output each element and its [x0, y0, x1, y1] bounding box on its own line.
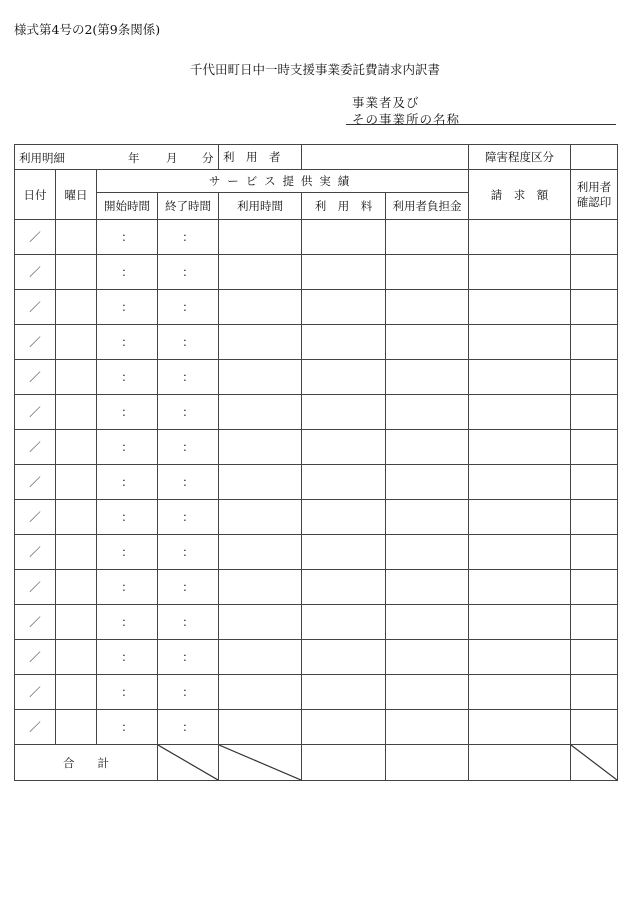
- user-burden-cell[interactable]: [386, 325, 469, 360]
- user-burden-cell[interactable]: [386, 360, 469, 395]
- total-user-burden-cell[interactable]: [386, 745, 469, 781]
- usage-time-cell[interactable]: [219, 675, 302, 710]
- user-confirmation-cell[interactable]: [571, 640, 618, 675]
- table-row: [15, 710, 618, 745]
- date-cell[interactable]: ／: [15, 430, 56, 465]
- end-time-cell[interactable]: ：: [158, 255, 219, 290]
- provider-underline: [346, 124, 616, 125]
- weekday-cell[interactable]: [56, 535, 97, 570]
- billing-detail-table: [14, 144, 618, 781]
- portion-label: 分: [202, 151, 214, 165]
- start-time-cell[interactable]: ：: [97, 255, 158, 290]
- usage-time-cell[interactable]: [219, 710, 302, 745]
- weekday-cell[interactable]: [56, 220, 97, 255]
- start-time-cell[interactable]: ：: [97, 605, 158, 640]
- user-burden-cell[interactable]: [386, 255, 469, 290]
- total-confirmation-cell: [571, 745, 618, 781]
- billing-amount-cell[interactable]: [469, 675, 571, 710]
- billing-amount-cell[interactable]: [469, 430, 571, 465]
- billing-amount-cell[interactable]: [469, 395, 571, 430]
- start-time-cell[interactable]: ：: [97, 360, 158, 395]
- usage-time-cell[interactable]: [219, 395, 302, 430]
- user-confirmation-cell[interactable]: [571, 500, 618, 535]
- weekday-cell[interactable]: [56, 640, 97, 675]
- provider-label-line1: 事業者及び: [352, 95, 420, 110]
- weekday-cell[interactable]: [56, 570, 97, 605]
- user-name-field[interactable]: [302, 145, 469, 170]
- billing-amount-cell[interactable]: [469, 535, 571, 570]
- usage-fee-cell[interactable]: [302, 220, 386, 255]
- usage-time-cell[interactable]: [219, 430, 302, 465]
- col-header-date: 日付: [15, 170, 56, 220]
- billing-amount-cell[interactable]: [469, 360, 571, 395]
- col-header-usage-time: 利用時間: [219, 193, 302, 220]
- total-end-time-cell: [158, 745, 219, 781]
- usage-time-cell[interactable]: [219, 255, 302, 290]
- user-burden-cell[interactable]: [386, 430, 469, 465]
- usage-fee-cell[interactable]: [302, 395, 386, 430]
- usage-time-cell[interactable]: [219, 640, 302, 675]
- user-confirmation-cell[interactable]: [571, 570, 618, 605]
- user-confirmation-cell[interactable]: [571, 360, 618, 395]
- usage-time-cell[interactable]: [219, 465, 302, 500]
- end-time-cell[interactable]: ：: [158, 535, 219, 570]
- total-billing-amount-cell[interactable]: [469, 745, 571, 781]
- weekday-cell[interactable]: [56, 430, 97, 465]
- col-header-weekday: 曜日: [56, 170, 97, 220]
- end-time-cell[interactable]: ：: [158, 220, 219, 255]
- start-time-cell[interactable]: ：: [97, 535, 158, 570]
- usage-time-cell[interactable]: [219, 360, 302, 395]
- usage-fee-cell[interactable]: [302, 710, 386, 745]
- end-time-cell[interactable]: ：: [158, 395, 219, 430]
- date-cell[interactable]: ／: [15, 465, 56, 500]
- end-time-cell[interactable]: ：: [158, 605, 219, 640]
- start-time-cell[interactable]: ：: [97, 570, 158, 605]
- usage-time-cell[interactable]: [219, 535, 302, 570]
- start-time-cell[interactable]: ：: [97, 465, 158, 500]
- table-row: [15, 675, 618, 710]
- usage-fee-cell[interactable]: [302, 430, 386, 465]
- end-time-cell[interactable]: ：: [158, 430, 219, 465]
- end-time-cell[interactable]: ：: [158, 360, 219, 395]
- start-time-cell[interactable]: ：: [97, 500, 158, 535]
- start-time-cell[interactable]: ：: [97, 430, 158, 465]
- user-burden-cell[interactable]: [386, 500, 469, 535]
- diagonal-strike: [571, 745, 617, 780]
- billing-amount-cell[interactable]: [469, 570, 571, 605]
- weekday-cell[interactable]: [56, 500, 97, 535]
- usage-fee-cell[interactable]: [302, 640, 386, 675]
- col-header-service-record: サービス提供実績: [97, 170, 469, 193]
- disability-level-label: 障害程度区分: [469, 145, 571, 170]
- form-number: 様式第4号の2(第9条関係): [14, 22, 161, 37]
- date-cell[interactable]: ／: [15, 500, 56, 535]
- end-time-cell[interactable]: ：: [158, 290, 219, 325]
- billing-amount-cell[interactable]: [469, 255, 571, 290]
- date-cell[interactable]: ／: [15, 360, 56, 395]
- table-row: [15, 570, 618, 605]
- weekday-cell[interactable]: [56, 395, 97, 430]
- date-cell[interactable]: ／: [15, 220, 56, 255]
- table-row: [15, 255, 618, 290]
- start-time-cell[interactable]: ：: [97, 675, 158, 710]
- date-cell[interactable]: ／: [15, 395, 56, 430]
- weekday-cell[interactable]: [56, 255, 97, 290]
- user-confirmation-cell[interactable]: [571, 465, 618, 500]
- user-confirmation-cell[interactable]: [571, 325, 618, 360]
- date-cell[interactable]: ／: [15, 640, 56, 675]
- table-row: [15, 535, 618, 570]
- table-row: [15, 640, 618, 675]
- usage-time-cell[interactable]: [219, 500, 302, 535]
- end-time-cell[interactable]: ：: [158, 500, 219, 535]
- user-confirmation-cell[interactable]: [571, 255, 618, 290]
- usage-time-cell[interactable]: [219, 325, 302, 360]
- date-cell[interactable]: ／: [15, 535, 56, 570]
- usage-fee-cell[interactable]: [302, 360, 386, 395]
- total-row: [15, 745, 618, 781]
- weekday-cell[interactable]: [56, 710, 97, 745]
- col-header-user-confirmation: [571, 170, 618, 220]
- table-row: [15, 605, 618, 640]
- weekday-cell[interactable]: [56, 605, 97, 640]
- usage-time-cell[interactable]: [219, 570, 302, 605]
- billing-amount-cell[interactable]: [469, 465, 571, 500]
- billing-amount-cell[interactable]: [469, 500, 571, 535]
- table-row: [15, 465, 618, 500]
- total-label: 合 計: [15, 745, 158, 781]
- start-time-cell[interactable]: ：: [97, 710, 158, 745]
- date-cell[interactable]: ／: [15, 570, 56, 605]
- disability-level-field[interactable]: [571, 145, 618, 170]
- total-usage-fee-cell[interactable]: [302, 745, 386, 781]
- start-time-cell[interactable]: ：: [97, 325, 158, 360]
- user-confirmation-cell[interactable]: [571, 220, 618, 255]
- col-header-usage-fee: 利 用 料: [302, 193, 386, 220]
- user-burden-cell[interactable]: [386, 465, 469, 500]
- end-time-cell[interactable]: ：: [158, 640, 219, 675]
- date-cell[interactable]: ／: [15, 710, 56, 745]
- user-confirmation-cell[interactable]: [571, 675, 618, 710]
- usage-fee-cell[interactable]: [302, 465, 386, 500]
- date-cell[interactable]: ／: [15, 605, 56, 640]
- table-row: [15, 500, 618, 535]
- user-burden-cell[interactable]: [386, 535, 469, 570]
- user-burden-cell[interactable]: [386, 290, 469, 325]
- user-confirmation-cell[interactable]: [571, 710, 618, 745]
- user-confirmation-cell[interactable]: [571, 395, 618, 430]
- document-title: 千代田町日中一時支援事業委託費請求内訳書: [189, 62, 440, 77]
- billing-amount-cell[interactable]: [469, 220, 571, 255]
- usage-fee-cell[interactable]: [302, 605, 386, 640]
- confirm-label-line1: 利用者: [576, 179, 612, 194]
- usage-time-cell[interactable]: [219, 605, 302, 640]
- table-row: [15, 325, 618, 360]
- confirm-label-line2: 確認印: [576, 194, 612, 209]
- usage-fee-cell[interactable]: [302, 535, 386, 570]
- start-time-cell[interactable]: ：: [97, 395, 158, 430]
- date-cell[interactable]: ／: [15, 290, 56, 325]
- header-row-2: [15, 170, 618, 193]
- end-time-cell[interactable]: ：: [158, 570, 219, 605]
- billing-amount-cell[interactable]: [469, 605, 571, 640]
- table-row: [15, 430, 618, 465]
- weekday-cell[interactable]: [56, 360, 97, 395]
- usage-fee-cell[interactable]: [302, 570, 386, 605]
- user-confirmation-cell[interactable]: [571, 290, 618, 325]
- user-burden-cell[interactable]: [386, 395, 469, 430]
- user-label: 利 用 者: [219, 145, 302, 170]
- weekday-cell[interactable]: [56, 465, 97, 500]
- total-usage-time-cell: [219, 745, 302, 781]
- start-time-cell[interactable]: ：: [97, 640, 158, 675]
- month-label: 月: [166, 151, 178, 165]
- date-cell[interactable]: ／: [15, 255, 56, 290]
- start-time-cell[interactable]: ：: [97, 290, 158, 325]
- col-header-end-time: 終了時間: [158, 193, 219, 220]
- user-burden-cell[interactable]: [386, 605, 469, 640]
- start-time-cell[interactable]: ：: [97, 220, 158, 255]
- header-row-1: [15, 145, 618, 170]
- diagonal-strike: [219, 745, 301, 780]
- usage-fee-cell[interactable]: [302, 255, 386, 290]
- weekday-cell[interactable]: [56, 325, 97, 360]
- diagonal-strike: [158, 745, 218, 780]
- col-header-billing-amount: 請 求 額: [469, 170, 571, 220]
- usage-fee-cell[interactable]: [302, 290, 386, 325]
- user-burden-cell[interactable]: [386, 570, 469, 605]
- provider-label-line2: その事業所の名称: [352, 112, 461, 127]
- end-time-cell[interactable]: ：: [158, 465, 219, 500]
- user-burden-cell[interactable]: [386, 220, 469, 255]
- user-burden-cell[interactable]: [386, 710, 469, 745]
- col-header-user-burden: 利用者負担金: [386, 193, 469, 220]
- weekday-cell[interactable]: [56, 290, 97, 325]
- table-row: [15, 360, 618, 395]
- table-row: [15, 290, 618, 325]
- user-confirmation-cell[interactable]: [571, 605, 618, 640]
- usage-fee-cell[interactable]: [302, 325, 386, 360]
- end-time-cell[interactable]: ：: [158, 675, 219, 710]
- date-cell[interactable]: ／: [15, 325, 56, 360]
- billing-amount-cell[interactable]: [469, 710, 571, 745]
- statement-period-cell: [15, 145, 219, 170]
- weekday-cell[interactable]: [56, 675, 97, 710]
- billing-amount-cell[interactable]: [469, 640, 571, 675]
- col-header-start-time: 開始時間: [97, 193, 158, 220]
- usage-time-cell[interactable]: [219, 220, 302, 255]
- user-confirmation-cell[interactable]: [571, 430, 618, 465]
- year-label: 年: [128, 151, 140, 165]
- table-row: [15, 220, 618, 255]
- statement-label: 利用明細: [19, 151, 65, 165]
- table-row: [15, 395, 618, 430]
- usage-time-cell[interactable]: [219, 290, 302, 325]
- user-burden-cell[interactable]: [386, 675, 469, 710]
- user-burden-cell[interactable]: [386, 640, 469, 675]
- billing-amount-cell[interactable]: [469, 325, 571, 360]
- date-cell[interactable]: ／: [15, 675, 56, 710]
- usage-fee-cell[interactable]: [302, 500, 386, 535]
- end-time-cell[interactable]: ：: [158, 325, 219, 360]
- user-confirmation-cell[interactable]: [571, 535, 618, 570]
- usage-fee-cell[interactable]: [302, 675, 386, 710]
- end-time-cell[interactable]: ：: [158, 710, 219, 745]
- billing-amount-cell[interactable]: [469, 290, 571, 325]
